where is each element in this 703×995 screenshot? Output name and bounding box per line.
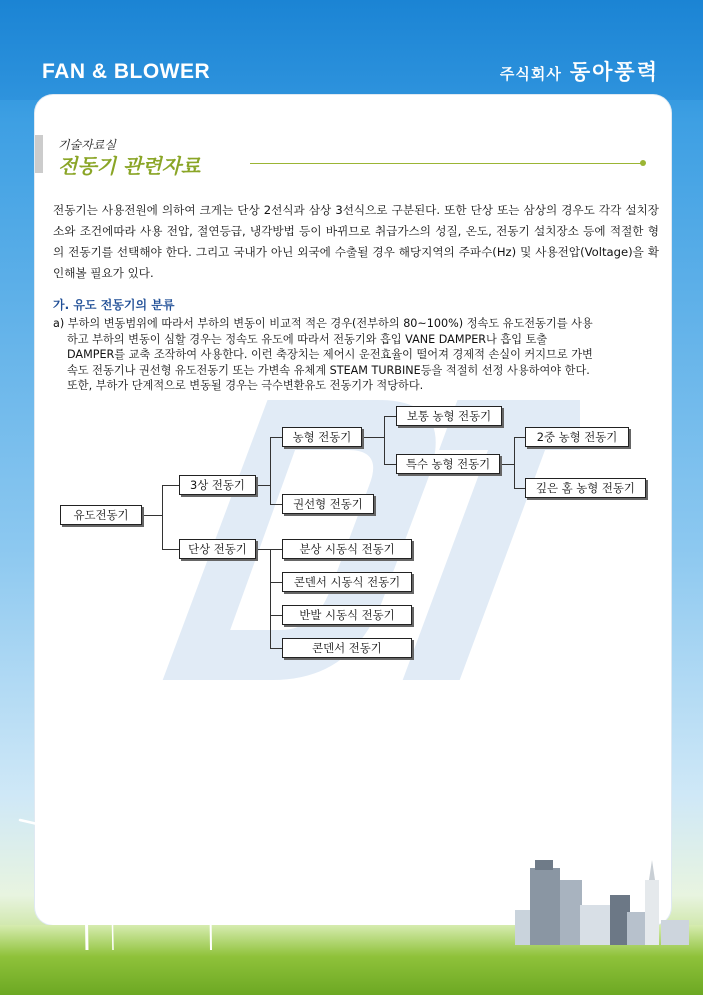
paragraph-line: DAMPER를 교축 조작하여 사용한다. 이런 축장치는 제어시 운전효율이 떨어져 경제적 손실이 커지므로 가변	[67, 348, 593, 361]
connector-line	[162, 485, 179, 486]
company-prefix: 주식회사	[499, 65, 562, 83]
connector-line	[384, 416, 396, 417]
connector-line	[270, 582, 282, 583]
connector-line	[500, 464, 514, 465]
wind-turbine-icon	[15, 780, 255, 950]
connector-line	[514, 437, 515, 489]
connector-line	[270, 549, 271, 648]
node-three-phase: 3상 전동기	[179, 475, 256, 495]
connector-line	[142, 515, 162, 516]
connector-line	[384, 464, 396, 465]
connector-line	[270, 437, 271, 505]
node-cage: 농형 전동기	[282, 427, 362, 447]
connector-line	[162, 549, 179, 550]
connector-line	[514, 437, 525, 438]
intro-paragraph: 전동기는 사용전원에 의하여 크게는 단상 2선식과 삼상 3선식으로 구분된다. 또한 단상 또는 삼상의 경우도 각각 설치장소와 조건에따라 사용 전압, 절연등급, 냉각방법 등이 바뀌므로 취급가스의 성질, 온도, 전동기 설치장소 등에 적절한 형의 전동기를 선택해야 한다. 그리고 국내가 아닌 외국에 수출될 경우 해당지역의 주파수(Hz) 및 사용전압(Voltage)을 확인해볼 필요가 있다.	[53, 203, 659, 280]
node-double-cage: 2중 농형 전동기	[525, 427, 629, 447]
node-capacitor-start: 콘덴서 시동식 전동기	[282, 572, 412, 592]
node-repulsion-start: 반발 시동식 전동기	[282, 605, 412, 625]
connector-line	[256, 549, 270, 550]
connector-line	[362, 437, 384, 438]
node-single-phase: 단상 전동기	[179, 539, 256, 559]
connector-line	[270, 504, 282, 505]
connector-line	[270, 648, 282, 649]
company-name: 동아풍력	[569, 60, 659, 84]
connector-line	[270, 437, 282, 438]
paragraph-line: 또한, 부하가 단계적으로 변동될 경우는 극수변환유도 전동기가 적당하다.	[67, 379, 424, 392]
classification-heading: 가. 유도 전동기의 분류	[53, 298, 175, 312]
section-subtitle: 기술자료실	[58, 138, 116, 152]
node-wound-rotor: 권선형 전동기	[282, 494, 374, 514]
node-split-phase: 분상 시동식 전동기	[282, 539, 412, 559]
connector-line	[162, 485, 163, 550]
city-skyline-icon	[505, 850, 695, 945]
node-induction-motor: 유도전동기	[60, 505, 142, 525]
node-deep-slot: 깊은 홈 농형 전동기	[525, 478, 646, 498]
connector-line	[384, 416, 385, 465]
connector-line	[270, 615, 282, 616]
node-capacitor: 콘덴서 전동기	[282, 638, 412, 658]
paragraph-line: a) 부하의 변동범위에 따라서 부하의 변동이 비교적 적은 경우(전부하의 80~100%) 정속도 유도전동기를 사용	[53, 317, 593, 330]
paragraph-line: 속도 전동기나 권선형 유도전동기 또는 가변속 유체계 STEAM TURBINE등을 적절히 선정 사용하여야 한다.	[67, 363, 590, 377]
connector-line	[256, 485, 270, 486]
connector-line	[270, 549, 282, 550]
connector-line	[514, 488, 525, 489]
paragraph-line: 하고 부하의 변동이 심할 경우는 정속도 유도에 따라서 전동기와 흡입 VANE DAMPER나 흡입 토출	[67, 332, 548, 346]
node-normal-cage: 보통 농형 전동기	[396, 406, 502, 426]
brand-title: FAN & BLOWER	[42, 60, 211, 83]
section-title: 전동기 관련자료	[58, 154, 201, 178]
node-special-cage: 특수 농형 전동기	[396, 454, 500, 474]
